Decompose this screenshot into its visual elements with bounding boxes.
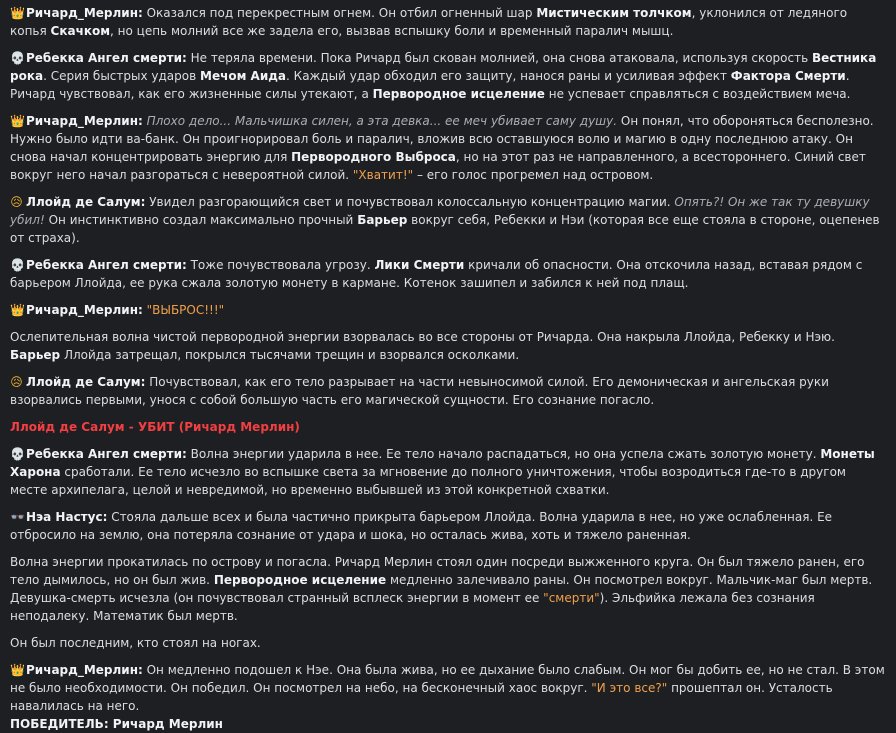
bold-name: Первородное исцеление [213,573,387,587]
bold-name: Вестника рока [10,51,877,83]
bold-name: Монеты Харона [10,447,875,479]
message-text: Он медленно подошел к Нэе. Она была жива, но ее дыхание было слабым. Он мог бы добить ее, но не стал. В этом не было необходимости. Он победил. Он посмотрел на небо, на бесконечный хаос вокруг. [10,663,885,695]
crown-icon: 👑 [10,663,25,677]
quoted-speech: "И это все?" [591,681,668,695]
bold-name: Ричард_Мерлин: [26,663,143,677]
message-paragraph [10,508,886,544]
bold-name: Нэа Настус: [26,510,108,524]
quoted-speech: "Хватит!" [352,168,414,182]
message-text: сработали. Ее тело исчезло во вспышке света за мгновение до полного уничтожения, чтобы возродиться где-то в другом месте архипелага, целой и невредимой, но временно выбывшей из этой конкретной схватки. [10,465,846,497]
sad-icon: 😥 [10,375,23,389]
italic-thought: Плохо дело... Мальчишка силен, а эта девка... ее меч убивает саму душу. [146,114,618,128]
bold-name: Первородное исцеление [372,87,545,101]
bold-name: Ребекка Ангел смерти: [26,51,187,65]
message-text: не успевает справляться с воздействием меча. [544,87,851,101]
quoted-speech: "ВЫБРОС!!!" [146,303,225,317]
message-text: Увидел разгорающийся свет и почувствовал колоссальную концентрацию магии. [145,195,675,209]
crown-icon: 👑 [10,6,25,20]
skull-icon: 💀 [10,51,25,65]
skull-icon: 💀 [10,447,25,461]
message-text: Он понял, что обороняться бесполезно. Нужно было идти ва-банк. Он проигнорировал боль и паралич, вложив всю оставшуюся волю и магию в одну последнюю атаку. Он снова начал концентрировать энергию для [10,114,874,164]
message-text: . Каждый удар обходил его защиту, нанося раны и усиливая эффект [286,69,731,83]
bold-name: Барьер [357,213,408,227]
bold-name: Мечом Аида [200,69,287,83]
message-text: вокруг себя, Ребекки и Нэи (которая все еще стояла в стороне, оцепенев от страха). [10,213,880,245]
bold-name: Ребекка Ангел смерти: [26,258,187,272]
bold-name: Мистическим толчком [536,6,692,20]
message-text: медленно залечивало раны. Он посмотрел вокруг. Мальчик-маг был мертв. Девушка-смерть исчезла (он почувствовал странный всплеск энергии в момент ее [10,573,873,605]
message-text: Тоже почувствовала угрозу. [186,258,375,272]
bold-name: Ричард_Мерлин: [26,114,143,128]
bold-name: Ллойд де Салум: [26,195,146,209]
message-text: Почувствовал, как его тело разрывает на части невыносимой силой. Его демоническая и ангельская руки взорвались первыми, унося с собой большую часть его магической сущности. Его сознание погасло. [10,375,829,407]
message-text: Ослепительная волна чистой первородной энергии взорвалась во все стороны от Ричарда. Она накрыла Ллойда, Ребекку и Нэю. [10,330,835,344]
message-paragraph [10,301,886,319]
eyes-icon: 👓 [10,510,25,524]
message-paragraph [10,715,886,733]
bold-name: Скачком [50,24,111,38]
bold-name: Фактора Смерти [730,69,846,83]
italic-thought: Опять?! Он же так ту девушку убил! [10,195,870,227]
message-paragraph [10,328,886,364]
bold-name: Лики Смерти [374,258,465,272]
message-text: , уклонился от ледяного копья [10,6,848,38]
bold-name: Первородного Выброса [291,150,456,164]
bold-name: Ллойд де Салум: [26,375,146,389]
message-text: ). Эльфийка лежала без сознания неподалеку. Математик был мертв. [10,591,815,623]
crown-icon: 👑 [10,114,25,128]
bold-name: Ребекка Ангел смерти: [26,447,187,461]
skull-icon: 💀 [10,258,25,272]
message-paragraph [10,418,886,436]
bold-name: Ричард_Мерлин: [26,6,143,20]
message-paragraph [10,4,886,40]
message-paragraph [10,661,886,715]
bold-name: Ричард_Мерлин: [26,303,143,317]
quoted-speech: "смерти" [543,591,600,605]
message-text: прошептал он. Усталость навалилась на него. [10,681,833,713]
message-text: Волна энергии ударила в нее. Ее тело начало распадаться, но она успела сжать золотую монету. [186,447,821,461]
message-paragraph [10,445,886,499]
message-text: кричали об опасности. Она отскочила назад, вставая рядом с барьером Ллойда, ее рука сжала золотую монету в кармане. Котенок зашипел и забился к ней под плащ. [10,258,863,290]
message-text: Стояла дальше всех и была частично прикрыта барьером Ллойда. Волна ударила в нее, но уже ослабленная. Ее отбросило на землю, она потеряла сознание от удара и шока, но осталась жива, хоть и тяжело раненная. [10,510,833,542]
message-text: Волна энергии прокатилась по острову и погасла. Ричард Мерлин стоял один посреди выжженного круга. Он был тяжело ранен, его тело дымилось, но он был жив. [10,555,865,587]
message-paragraph [10,634,886,652]
message-text: – его голос прогремел над островом. [413,168,654,182]
message-paragraph [10,373,886,409]
message-text: , но на этот раз не направленного, а всестороннего. Синий свет вокруг него начал разгораться с невероятной силой. [10,150,866,182]
message-text: Ллойда затрещал, покрылся тысячами трещин и взорвался осколками. [60,348,520,362]
message-text: Он инстинктивно создал максимально прочный [44,213,358,227]
message-text: . Ричард чувствовал, как его жизненные силы утекают, а [10,69,850,101]
message-text: . Серия быстрых ударов [43,69,200,83]
bold-name: Барьер [10,348,61,362]
message-paragraph [10,49,886,103]
crown-icon: 👑 [10,303,25,317]
message-text: Не теряла времени. Пока Ричард был скован молнией, она снова атаковала, используя скорость [186,51,812,65]
message-text: , но цепь молний все же задела его, вызвав вспышку боли и временный паралич мышц. [110,24,674,38]
kill-notice: Ллойд де Салум - УБИТ (Ричард Мерлин) [10,420,300,434]
message-paragraph [10,256,886,292]
sad-icon: 😥 [10,195,23,209]
message-paragraph [10,112,886,184]
message-paragraph [10,193,886,247]
message-text: Он был последним, кто стоял на ногах. [10,636,261,650]
message-text: Оказался под перекрестным огнем. Он отбил огненный шар [142,6,537,20]
bold-name: ПОБЕДИТЕЛЬ: Ричард Мерлин [10,717,223,731]
message-paragraph [10,553,886,625]
